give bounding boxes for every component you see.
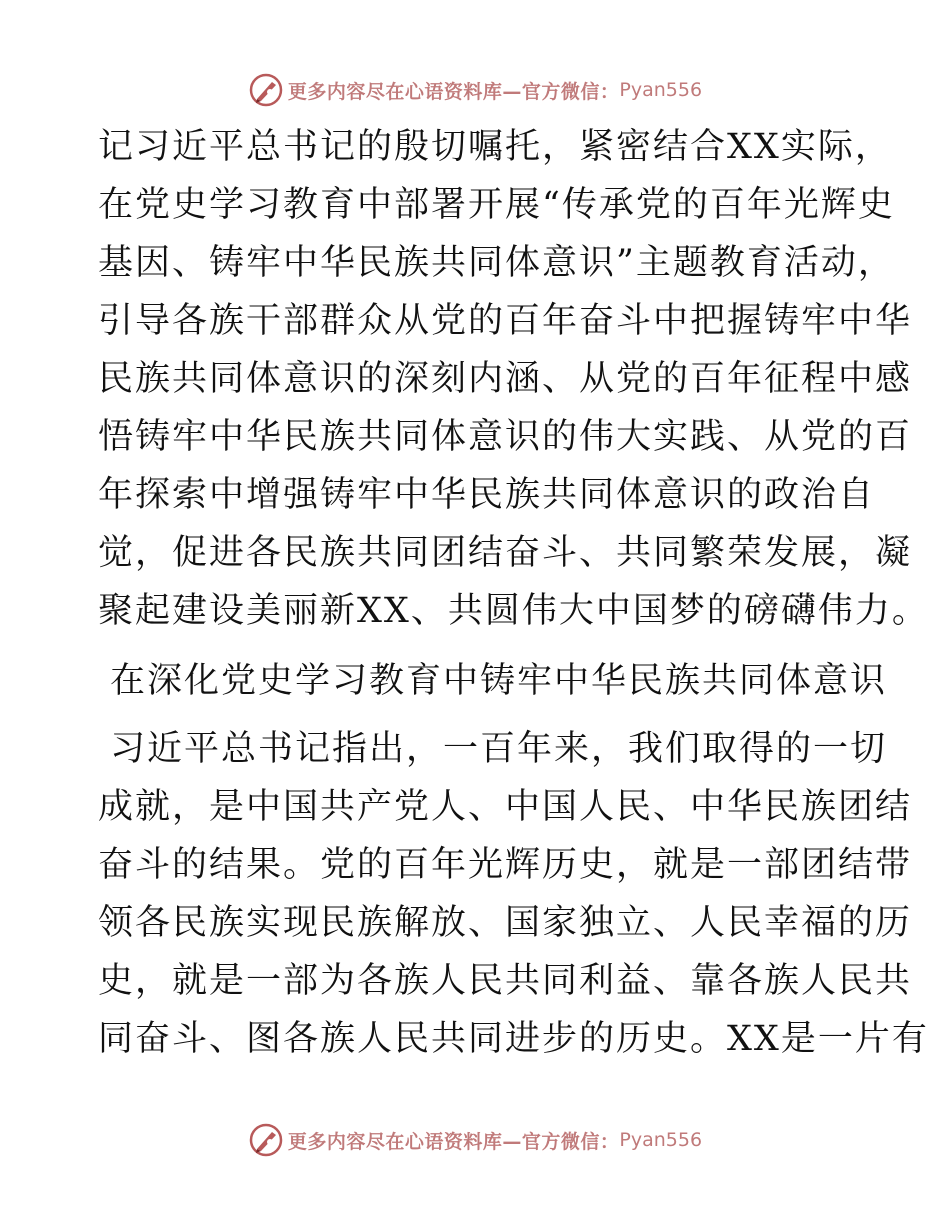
paragraph-2	[98, 720, 929, 1068]
footer-watermark-banner	[0, 1120, 950, 1160]
paragraph-line: 民族共同体意识的深刻内涵、从党的百年征程中感	[98, 359, 913, 399]
paragraph-line: 基因、铸牢中华民族共同体意识”主题教育活动，	[98, 243, 895, 283]
paragraph-line: 习近平总书记指出，一百年来，我们取得的一切	[110, 729, 888, 769]
footer-watermark-wechat-id: Pyan556	[619, 1129, 703, 1151]
footer-watermark-text: 更多内容尽在心语资料库—官方微信：	[287, 1130, 620, 1153]
section-heading: 在深化党史学习教育中铸牢中华民族共同体意识	[110, 661, 888, 701]
header-watermark-text: 更多内容尽在心语资料库—官方微信：	[287, 80, 620, 103]
paragraph-line: 年探索中增强铸牢中华民族共同体意识的政治自	[98, 475, 876, 515]
paragraph-line: 引导各族干部群众从党的百年奋斗中把握铸牢中华	[98, 301, 913, 341]
paragraph-line: 在党史学习教育中部署开展“传承党的百年光辉史	[98, 185, 895, 225]
pen-logo-icon	[248, 72, 284, 108]
paragraph-line: 同奋斗、图各族人民共同进步的历史。XX是一片有	[98, 1019, 929, 1059]
pen-logo-icon	[248, 1122, 284, 1158]
paragraph-line: 领各民族实现民族解放、国家独立、人民幸福的历	[98, 903, 913, 943]
paragraph-line: 悟铸牢中华民族共同体意识的伟大实践、从党的百	[98, 417, 913, 457]
paragraph-line: 聚起建设美丽新XX、共圆伟大中国梦的磅礴伟力。	[98, 591, 929, 631]
paragraph-line: 成就，是中国共产党人、中国人民、中华民族团结	[98, 787, 913, 827]
paragraph-line: 史，就是一部为各族人民共同利益、靠各族人民共	[98, 961, 913, 1001]
paragraph-line: 记习近平总书记的殷切嘱托，紧密结合XX实际，	[98, 127, 892, 167]
paragraph-line: 觉，促进各民族共同团结奋斗、共同繁荣发展，凝	[98, 533, 913, 573]
header-watermark-wechat-id: Pyan556	[619, 79, 703, 101]
paragraph-line: 奋斗的结果。党的百年光辉历史，就是一部团结带	[98, 845, 913, 885]
paragraph-1	[98, 118, 929, 640]
header-watermark-banner	[0, 70, 950, 110]
document-body	[98, 118, 929, 1068]
